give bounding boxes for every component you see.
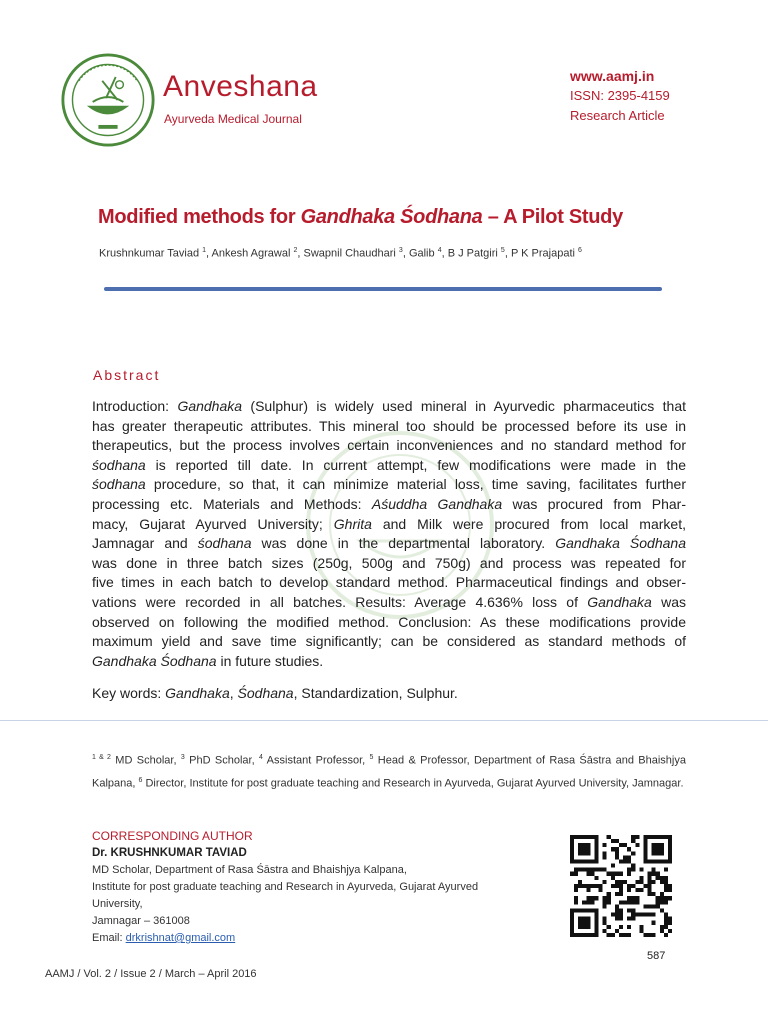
journal-subtitle: Ayurveda Medical Journal xyxy=(164,112,302,126)
abstract-text: and Milk were procured from local market, xyxy=(371,515,686,532)
abstract-text: Ghrita xyxy=(333,515,372,532)
abstract-line xyxy=(92,652,686,672)
abstract-text: Gandhaka xyxy=(177,398,243,414)
corresponding-line: Jamnagar – 361008 xyxy=(92,915,190,927)
abstract-text: was done in the departmental laboratory. xyxy=(251,535,556,552)
author-sup: 5 xyxy=(500,247,505,254)
abstract-text: Aśuddha Gandhaka xyxy=(371,495,503,512)
abstract-line xyxy=(92,573,686,593)
affil-text: MD Scholar, xyxy=(110,754,181,767)
author-name: Ankesh Agrawal xyxy=(211,247,294,260)
affil-sup: 3 xyxy=(180,754,185,761)
email-link[interactable]: drkrishnat@gmail.com xyxy=(125,932,236,944)
abstract-text: has greater therapeutic attributes. This mineral too should be processed before its use in xyxy=(92,417,686,434)
keyword: Śodhana xyxy=(237,685,294,701)
abstract-text: Gandhaka Śodhana xyxy=(555,535,686,552)
author-name: Galib xyxy=(408,247,438,260)
abstract-line xyxy=(92,417,686,437)
abstract-text: vations were recorded in all batches. Results: Average 4.636% loss of xyxy=(92,593,588,610)
keyword: , xyxy=(229,685,238,701)
abstract-line xyxy=(92,495,686,515)
abstract-text: is reported till date. In current attempt, few modifications were made in the xyxy=(145,456,686,473)
author-sup: 6 xyxy=(578,247,582,254)
abstract-line xyxy=(92,632,686,652)
title-part-2: – A Pilot Study xyxy=(482,206,623,228)
section-divider xyxy=(0,720,768,721)
abstract-text: śodhana xyxy=(92,476,146,493)
abstract-line xyxy=(92,515,686,535)
corresponding-line: University, xyxy=(92,898,143,910)
email-label: Email: xyxy=(92,932,126,944)
author-sup: 3 xyxy=(398,247,403,254)
abstract-text: Jamnagar and xyxy=(92,535,198,552)
title-divider xyxy=(104,287,662,291)
corresponding-heading: CORRESPONDING AUTHOR xyxy=(92,829,253,843)
issn: ISSN: 2395-4159 xyxy=(570,88,670,103)
abstract-text: śodhana xyxy=(92,456,146,473)
abstract-text: maximum yield and save time significantly; can be considered as standard methods of xyxy=(92,633,686,650)
footer-citation: AAMJ / Vol. 2 / Issue 2 / March – April 2016 xyxy=(45,968,257,980)
abstract-text: procedure, so that, it can minimize material loss, time saving, facilitates further xyxy=(145,476,686,493)
affil-text: Assistant Professor, xyxy=(262,754,370,767)
abstract-text: observed on following the modified method. Conclusion: As these modifications provide xyxy=(92,613,686,630)
journal-seal-logo xyxy=(60,52,156,148)
abstract-line xyxy=(92,397,686,417)
abstract-line xyxy=(92,554,686,574)
abstract-line xyxy=(92,436,686,456)
article-title xyxy=(98,206,623,229)
author-list: Krushnkumar Taviad $^1$, Ankesh Agrawal $^2$, Swapnil Chaudhari $^3$, Galib $^4$, B J Patgiri $^5$, P K Prajapati $^6$ xyxy=(99,247,582,260)
corresponding-name: Dr. KRUSHNKUMAR TAVIAD xyxy=(92,847,247,859)
abstract-line xyxy=(92,593,686,613)
abstract-text: (Sulphur) is widely used mineral in Ayurvedic pharmaceutics that xyxy=(242,398,687,414)
abstract-text: macy, Gujarat Ayurved University; xyxy=(92,515,334,532)
author-sup: 1 xyxy=(202,247,207,254)
qr-code-icon xyxy=(570,835,672,937)
abstract-line xyxy=(92,475,686,495)
abstract-text: Gandhaka Śodhana xyxy=(92,652,217,669)
abstract-text: śodhana xyxy=(197,535,252,552)
abstract-text: therapeutics, but the process involves certain inconveniences and no standard method for xyxy=(92,437,686,454)
title-italic: Gandhaka Śodhana xyxy=(300,206,483,228)
corresponding-line: MD Scholar, Department of Rasa Śāstra and Bhaishjya Kalpana, xyxy=(92,864,407,876)
affil-sup: 5 xyxy=(369,754,374,761)
author-name: Swapnil Chaudhari xyxy=(303,247,399,260)
keyword: , Standardization, Sulphur. xyxy=(293,685,458,701)
author-name: P K Prajapati xyxy=(510,247,578,260)
keyword: Gandhaka xyxy=(165,685,230,701)
page-number: 587 xyxy=(647,950,666,962)
abstract-line xyxy=(92,534,686,554)
affil-text: Director, Institute for post graduate teaching and Research in Ayurveda, Gujarat Ayurved University, Jamnagar. xyxy=(142,777,684,790)
abstract-text: Introduction: xyxy=(92,398,178,414)
title-part-1: Modified methods for xyxy=(98,206,301,228)
keywords-label: Key words: xyxy=(92,685,166,701)
author-name: Krushnkumar Taviad xyxy=(99,247,203,260)
keywords xyxy=(92,685,458,701)
corresponding-author xyxy=(92,828,478,947)
abstract-text: was procured from Phar- xyxy=(502,495,686,512)
abstract-body xyxy=(92,397,686,671)
abstract-text: was xyxy=(651,593,686,610)
abstract-line xyxy=(92,456,686,476)
affil-text: Head & Professor, Department of Rasa Śāstra and Bhaishjya Kalpana, xyxy=(92,754,686,790)
header-meta xyxy=(570,66,670,126)
affil-sup: 1 & 2 xyxy=(92,754,111,761)
author-sup: 4 xyxy=(437,247,442,254)
author-name: B J Patgiri xyxy=(447,247,501,260)
abstract-heading: Abstract xyxy=(93,367,161,383)
author-sup: 2 xyxy=(293,247,298,254)
journal-name: Anveshana xyxy=(163,70,318,103)
affiliations xyxy=(92,748,686,793)
abstract-text: in future studies. xyxy=(216,652,324,669)
affil-sup: 4 xyxy=(259,754,263,761)
abstract-text: processing etc. Materials and Methods: xyxy=(92,495,372,512)
corresponding-email-row xyxy=(92,930,478,947)
abstract-text: was done in three batch sizes (250g, 500g and 750g) and process was repeated for xyxy=(92,554,686,571)
corresponding-line: Institute for post graduate teaching and Research in Ayurveda, Gujarat Ayurved xyxy=(92,881,479,893)
article-type: Research Article xyxy=(570,108,665,123)
abstract-line xyxy=(92,613,686,633)
affil-sup: 6 xyxy=(138,776,143,784)
journal-url-link[interactable]: www.aamj.in xyxy=(570,68,655,84)
abstract-text: five times in each batch to develop standard method. Pharmaceutical findings and obser- xyxy=(92,574,686,591)
affil-text: PhD Scholar, xyxy=(184,754,260,767)
abstract-text: Gandhaka xyxy=(587,593,652,610)
